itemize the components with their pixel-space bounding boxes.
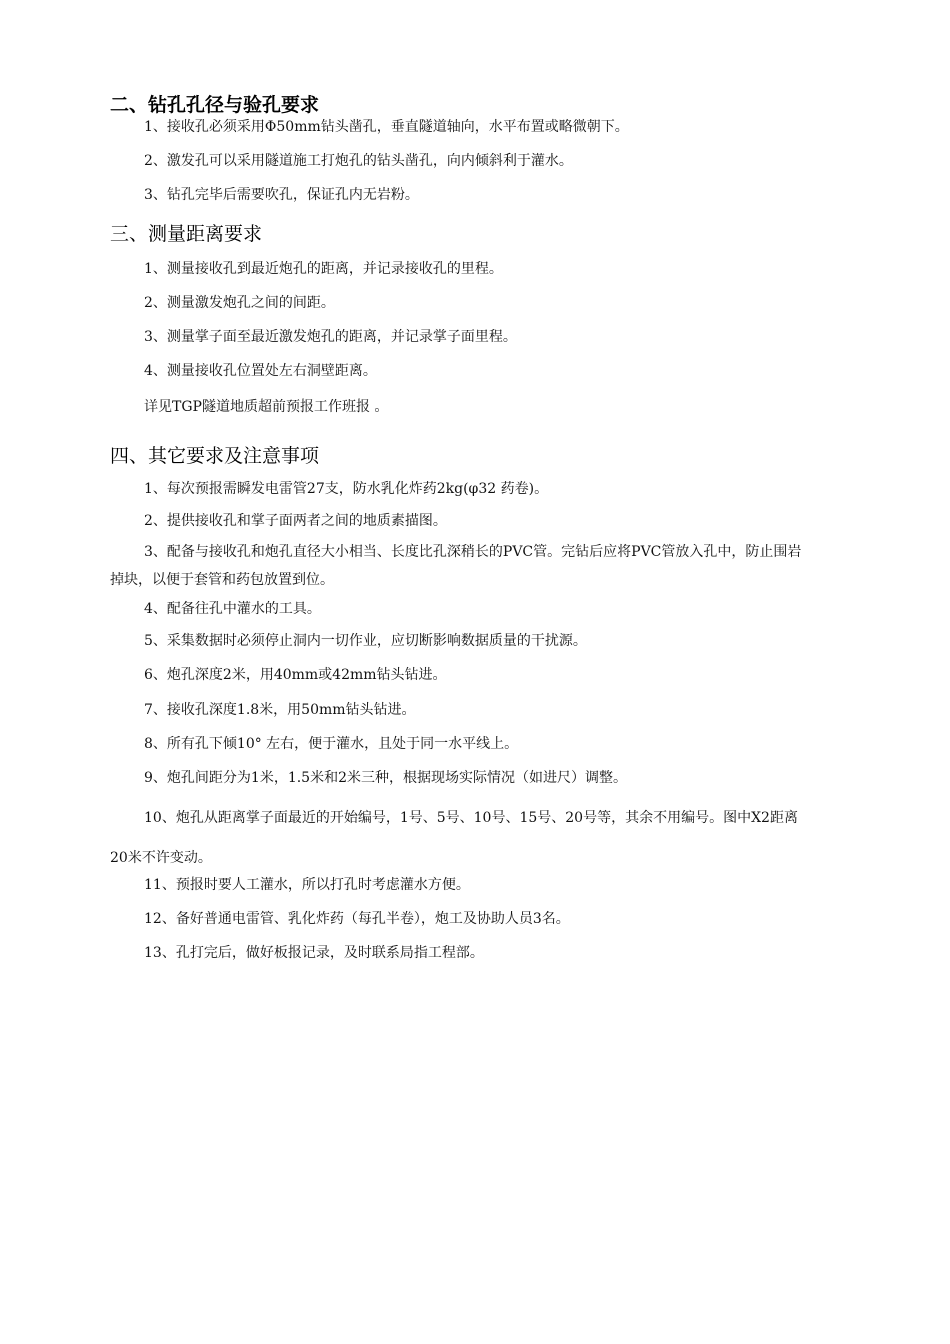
other-item-9: 9、炮孔间距分为1米，1.5米和2米三种，根据现场实际情况（如进尺）调整。 [144, 770, 627, 786]
measurement-item-4: 4、测量接收孔位置处左右洞壁距离。 [144, 363, 377, 379]
other-item-4: 4、配备往孔中灌水的工具。 [144, 601, 321, 617]
other-item-12: 12、备好普通电雷管、乳化炸药（每孔半卷），炮工及协助人员3名。 [144, 911, 570, 927]
other-item-11: 11、预报时要人工灌水，所以打孔时考虑灌水方便。 [144, 877, 470, 893]
other-item-5: 5、采集数据时必须停止洞内一切作业，应切断影响数据质量的干扰源。 [144, 633, 587, 649]
measurement-reference-note: 详见TGP隧道地质超前预报工作班报 。 [144, 399, 389, 415]
other-item-10: 10、炮孔从距离掌子面最近的开始编号，1号、5号、10号、15号、20号等，其余不用编号。图中X2距离20米不许变动。 [110, 810, 798, 866]
other-item-13: 13、孔打完后，做好板报记录，及时联系局指工程部。 [144, 945, 484, 961]
measurement-item-1: 1、测量接收孔到最近炮孔的距离，并记录接收孔的里程。 [144, 261, 503, 277]
measurement-item-2: 2、测量激发炮孔之间的间距。 [144, 295, 335, 311]
section-title-other: 四、其它要求及注意事项 [110, 445, 320, 467]
other-item-2: 2、提供接收孔和掌子面两者之间的地质素描图。 [144, 513, 447, 529]
drilling-item-1: 1、接收孔必须采用Φ50mm钻头凿孔，垂直隧道轴向，水平布置或略微朝下。 [144, 119, 629, 135]
section-title-drilling: 二、钻孔孔径与验孔要求 [110, 94, 320, 116]
other-item-7: 7、接收孔深度1.8米，用50mm钻头钻进。 [144, 702, 416, 718]
other-item-6: 6、炮孔深度2米，用40mm或42mm钻头钻进。 [144, 667, 447, 683]
other-item-3: 3、配备与接收孔和炮孔直径大小相当、长度比孔深稍长的PVC管。完钻后应将PVC管放入孔中，防止围岩掉块，以便于套管和药包放置到位。 [110, 544, 802, 588]
measurement-item-3: 3、测量掌子面至最近激发炮孔的距离，并记录掌子面里程。 [144, 329, 517, 345]
section-title-measurement: 三、测量距离要求 [110, 223, 263, 245]
other-item-8: 8、所有孔下倾10° 左右，便于灌水，且处于同一水平线上。 [144, 736, 519, 752]
drilling-item-3: 3、钻孔完毕后需要吹孔，保证孔内无岩粉。 [144, 187, 419, 203]
drilling-item-2: 2、激发孔可以采用隧道施工打炮孔的钻头凿孔，向内倾斜利于灌水。 [144, 153, 573, 169]
other-item-1: 1、每次预报需瞬发电雷管27支，防水乳化炸药2kg(φ32 药卷)。 [144, 481, 549, 497]
